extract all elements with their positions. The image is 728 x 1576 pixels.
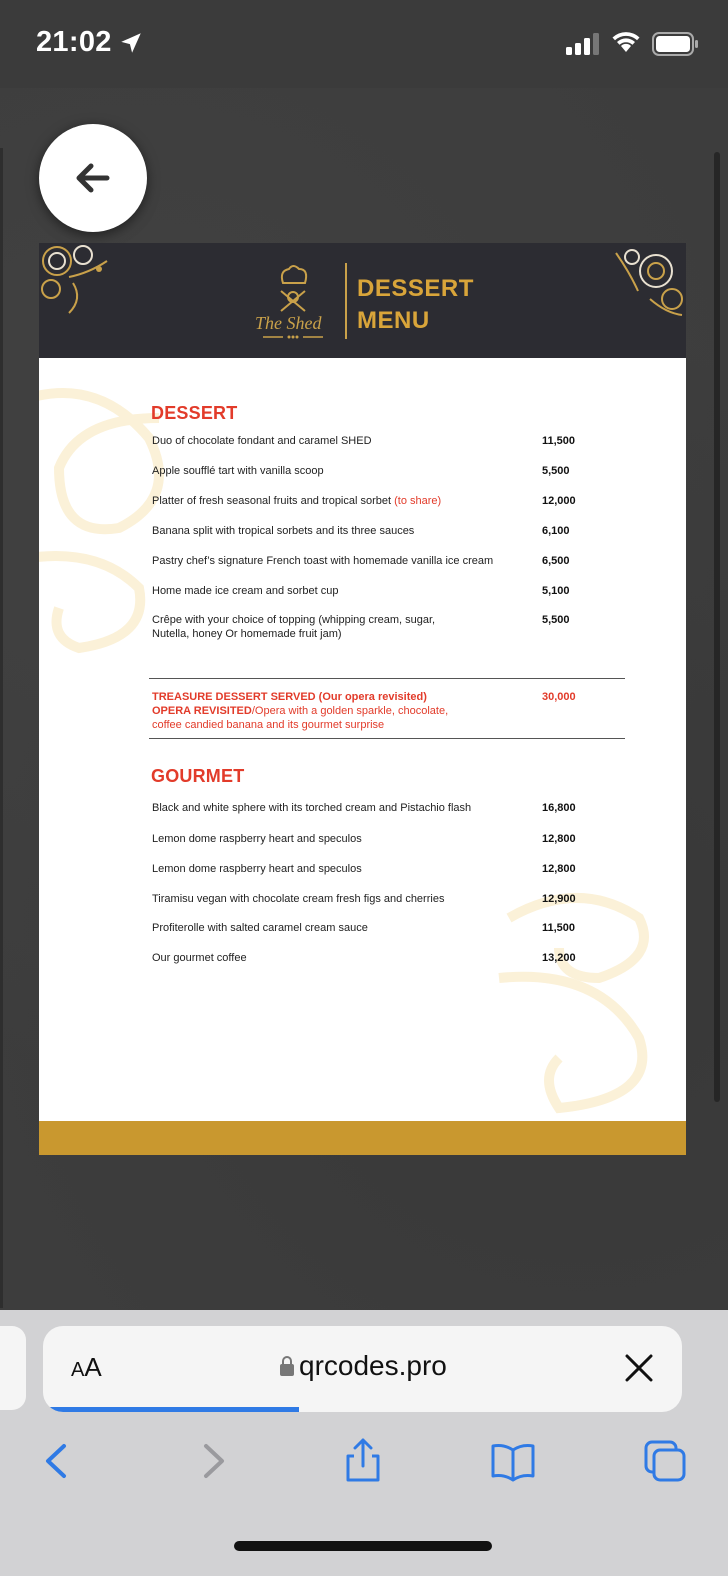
section-title-dessert: DESSERT <box>151 403 238 423</box>
browser-toolbar-area <box>0 1310 728 1576</box>
wifi-icon <box>611 30 641 54</box>
tabs-icon[interactable] <box>642 1438 688 1484</box>
floral-ornament-icon <box>606 243 686 323</box>
home-indicator[interactable] <box>234 1541 492 1551</box>
viewer-edge <box>0 148 3 1308</box>
viewer-scrollbar[interactable] <box>714 152 720 1102</box>
menu-page: The Shed DESSERT MENU DESSERT Duo of chocolate fondant and caramel SHED 11,500 Apple soufflé tart with vanilla scoop 5,500 Platter of fresh seasonal fruits and tropical sorbet (to share) 12,000 Banana split with tropical sorbets and its three sauces 6,100 Pastry chef’s signature French toast with homemade vanilla ice cream 6,500 Home made ice cream and sorbet cup 5,100 Crêpe with your choice of topping (whipping cream, sugar, Nutella, honey Or homemade fruit jam) 5,500 TREASURE DESSERT SERVED (Our opera revisited) OPERA REVISITED/Opera with a golden sparkle, chocolate, coffee candied banana and its gourmet surprise 30,000 GOURMET Black and white sphere with its torched cream and Pistachio flash 16,800 Lemon dome raspberry heart and speculos 12,800 Lemon dome raspberry heart and speculos 12,800 Tiramisu vegan with chocolate cream fresh figs and cherries 12,900 Profiterolle with salted caramel cream sauce 11,500 Our gourmet coffee 13,200 <box>39 243 686 1155</box>
divider-line <box>149 678 625 679</box>
header-divider <box>345 263 347 339</box>
status-time: 21:02 <box>36 26 112 58</box>
brand-logo-text: The Shed <box>255 313 322 333</box>
battery-icon <box>652 32 698 56</box>
menu-header <box>39 243 686 358</box>
divider-line <box>149 738 625 739</box>
address-bar[interactable] <box>43 1326 682 1412</box>
page-load-progress <box>43 1407 299 1412</box>
share-icon[interactable] <box>340 1438 386 1484</box>
bookmarks-icon[interactable] <box>490 1438 536 1484</box>
menu-title: DESSERT MENU <box>357 275 474 334</box>
floral-ornament-icon <box>39 243 119 323</box>
location-arrow-icon <box>118 30 144 56</box>
cellular-signal-icon <box>566 33 600 55</box>
reader-settings-button[interactable]: AA <box>71 1352 102 1382</box>
status-bar <box>0 0 728 88</box>
arrow-left-icon <box>75 163 111 193</box>
adjacent-tab-preview[interactable] <box>0 1326 26 1410</box>
section-title-gourmet: GOURMET <box>151 766 245 786</box>
close-icon[interactable] <box>623 1352 655 1384</box>
menu-footer-band <box>39 1121 686 1155</box>
treasure-dessert: TREASURE DESSERT SERVED (Our opera revisited) OPERA REVISITED/Opera with a golden sparkle, chocolate, coffee candied banana and its gourmet surprise 30,000 <box>152 691 576 731</box>
url-display[interactable]: qrcodes.pro <box>279 1350 447 1382</box>
share-note: (to share) <box>394 495 442 507</box>
back-icon[interactable] <box>34 1438 80 1484</box>
lock-icon <box>279 1355 295 1377</box>
forward-icon[interactable] <box>190 1438 236 1484</box>
back-button[interactable] <box>39 124 147 232</box>
